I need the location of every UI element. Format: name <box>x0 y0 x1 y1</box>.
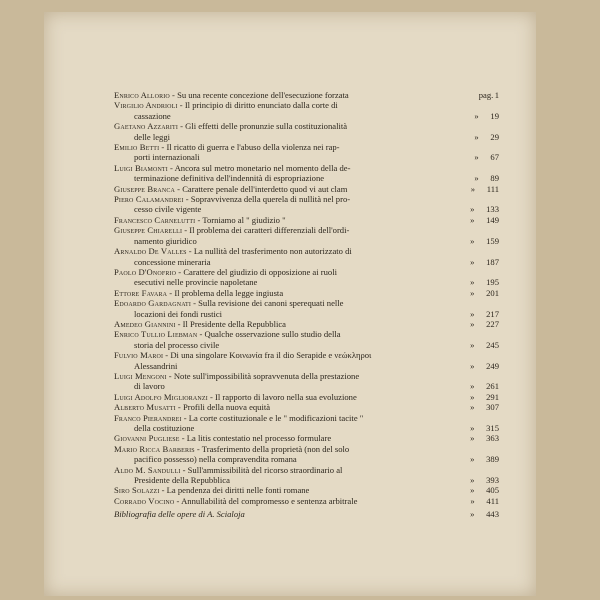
toc-separator: - <box>169 90 178 100</box>
toc-entry-line <box>114 111 499 121</box>
toc-entry <box>114 465 499 486</box>
toc-title-text: La litis contestatio nel processo formulare <box>186 433 332 444</box>
toc-separator: - <box>186 246 194 257</box>
toc-title-text: Annullabilità del compromesso e sentenza arbitrale <box>181 495 358 506</box>
toc-title-text: Il ricatto di guerra e l'abuso della violenza nei rap- <box>166 142 340 153</box>
toc-title-text: Alessandrini <box>134 360 178 371</box>
toc-page-ref <box>470 433 499 443</box>
toc-separator: - <box>175 402 183 413</box>
toc-page-number: 217 <box>486 308 499 319</box>
toc-title-text: Profili della nuova equità <box>182 402 271 413</box>
toc-entry <box>114 350 499 371</box>
toc-entry-line <box>114 402 499 412</box>
toc-entry <box>114 319 499 329</box>
toc-author: Luigi Adolfo Miglioranzi <box>114 391 208 402</box>
toc-page-ref <box>470 288 499 298</box>
toc-entry <box>114 246 499 267</box>
toc-page-number: 443 <box>486 509 499 520</box>
toc-entry-line <box>114 225 499 235</box>
toc-entry-line <box>114 444 499 454</box>
toc-page-ref <box>470 392 499 402</box>
toc-entry-line <box>114 433 499 443</box>
toc-page-number: 89 <box>490 173 499 184</box>
toc-page-number: 1 <box>494 90 499 100</box>
toc-title-text: Il problema della legge ingiusta <box>174 287 284 298</box>
toc-entry-line <box>114 350 499 360</box>
toc-page-number: 187 <box>486 256 499 267</box>
toc-page-prefix: » <box>470 509 475 520</box>
toc-page-ref <box>474 173 499 183</box>
toc-page-prefix: » <box>470 256 475 267</box>
toc-entry-line <box>114 132 499 142</box>
toc-entry-line <box>114 413 499 423</box>
toc-entry <box>114 392 499 402</box>
toc-page-number: 159 <box>486 235 499 246</box>
toc-separator: - <box>195 214 203 225</box>
toc-entry-line <box>114 465 499 475</box>
toc-bibliography-label: Bibliografia delle opere di A. Scialoja <box>114 509 245 520</box>
toc-entry-line <box>114 90 499 100</box>
toc-page-prefix: » <box>470 402 475 413</box>
toc-entry-line <box>114 163 499 173</box>
toc-separator: - <box>175 318 183 329</box>
toc-page-ref <box>470 236 499 246</box>
toc-page-prefix: » <box>470 287 475 298</box>
toc-separator: - <box>181 412 189 423</box>
toc-page-number: 389 <box>486 454 499 465</box>
toc-entry-line <box>114 194 499 204</box>
toc-page-prefix: » <box>470 318 475 329</box>
toc-author: Gaetano Azzariti <box>114 121 178 132</box>
toc-page-ref <box>471 184 499 194</box>
toc-page-ref <box>470 496 499 506</box>
toc-author: Arnaldo De Valles <box>114 246 187 257</box>
toc-author: Virgilio Andrioli <box>114 100 178 111</box>
toc-separator: - <box>163 350 171 361</box>
toc-entry-line <box>114 184 499 194</box>
toc-separator: - <box>182 225 190 236</box>
toc-page-ref <box>470 475 499 485</box>
toc-page-number: 19 <box>490 110 499 121</box>
toc-author: Enrico Allorio <box>114 90 170 100</box>
toc-entry <box>114 298 499 319</box>
toc-author: Siro Solazzi <box>114 485 160 496</box>
toc-page-number: 291 <box>486 391 499 402</box>
toc-entry-line <box>114 381 499 391</box>
toc-title-text: terminazione definitiva dell'indennità di espropriazione <box>134 173 325 184</box>
toc-title-text: La pendenza dei diritti nelle fonti romane <box>166 485 310 496</box>
toc-entry <box>114 100 499 121</box>
toc-author: Luigi Mengoni <box>114 370 167 381</box>
toc-title-text: di lavoro <box>134 381 165 392</box>
toc-title-text: Di una singolare Κοινωνία fra il dio Serapide e νεώκληροι <box>170 350 372 361</box>
toc-page-prefix: » <box>470 433 475 444</box>
toc-entry-line <box>114 267 499 277</box>
toc-title-text: Sulla revisione dei canoni sperequati nelle <box>198 298 344 309</box>
toc-entry-line <box>114 392 499 402</box>
toc-entry-line <box>114 371 499 381</box>
toc-title-text: Gli effetti delle pronunzie sulla costituzionalità <box>185 121 348 132</box>
toc-page-number: 245 <box>486 339 499 350</box>
toc-author: Giovanni Pugliese <box>114 433 180 444</box>
toc-entry <box>114 194 499 215</box>
toc-page-prefix: » <box>470 475 475 486</box>
toc-page-prefix: » <box>470 308 475 319</box>
toc-title-text: Presidente della Repubblica <box>134 475 230 486</box>
toc-page-ref <box>470 215 499 225</box>
toc-title-text: Note sull'impossibilità sopravvenuta della prestazione <box>173 370 360 381</box>
toc-page-number: 149 <box>486 214 499 225</box>
toc-page-prefix: » <box>474 152 479 163</box>
toc-title-text: cassazione <box>134 110 171 121</box>
toc-entry-line <box>114 257 499 267</box>
toc-entry <box>114 121 499 142</box>
toc-author: Mario Ricca Barberis <box>114 443 195 454</box>
toc-entry <box>114 184 499 194</box>
toc-entry <box>114 413 499 434</box>
toc-entry <box>114 288 499 298</box>
toc-separator: - <box>194 443 202 454</box>
toc-title-text: Il principio di diritto enunciato dalla corte di <box>184 100 338 111</box>
toc-author: Amedeo Giannini <box>114 318 176 329</box>
toc-entry-line <box>114 509 499 519</box>
toc-entry-line <box>114 121 499 131</box>
toc-page-ref <box>470 204 499 214</box>
toc-entry-line <box>114 277 499 287</box>
toc-separator: - <box>167 162 175 173</box>
toc-title-text: Sull'ammissibilità del ricorso straordinario al <box>187 464 343 475</box>
toc-page-prefix: » <box>474 131 479 142</box>
toc-separator: - <box>190 298 199 309</box>
toc-separator: - <box>183 194 191 205</box>
toc-page-number: 249 <box>486 360 499 371</box>
toc-title-text: Il problema dei caratteri differenziali dell'ordi- <box>189 225 350 236</box>
toc-title-text: concessione mineraria <box>134 256 211 267</box>
toc-bibliography-entry <box>114 509 499 519</box>
toc-title-text: Il rapporto di lavoro nella sua evoluzione <box>215 391 357 402</box>
toc-separator: - <box>176 266 184 277</box>
toc-title-text: namento giuridico <box>134 235 197 246</box>
toc-entry-line <box>114 309 499 319</box>
toc-page-number: 29 <box>490 131 499 142</box>
toc-page-ref <box>470 402 499 412</box>
toc-author: Corrado Vocino <box>114 495 175 506</box>
toc-page-prefix: » <box>470 391 475 402</box>
toc-page-ref <box>479 90 499 100</box>
toc-page-prefix: » <box>470 485 475 496</box>
toc-separator: - <box>178 121 186 132</box>
toc-entry-line <box>114 423 499 433</box>
toc-title-text: porti internazionali <box>134 152 200 163</box>
toc-entry <box>114 371 499 392</box>
toc-page-prefix: » <box>474 173 479 184</box>
toc-entry-line <box>114 204 499 214</box>
toc-page-number: 67 <box>490 152 499 163</box>
toc-title-text: Su una recente concezione dell'esecuzione forzata <box>177 90 349 100</box>
toc-entry <box>114 402 499 412</box>
toc-separator: - <box>175 183 183 194</box>
toc-entry-line <box>114 329 499 339</box>
toc-page-ref <box>470 309 499 319</box>
toc-separator: - <box>159 485 167 496</box>
toc-entry-line <box>114 288 499 298</box>
toc-page-number: 195 <box>486 277 499 288</box>
book-page <box>44 12 536 596</box>
toc-title-text: della costituzione <box>134 423 195 433</box>
toc-separator: - <box>179 433 187 444</box>
toc-entry <box>114 267 499 288</box>
toc-separator: - <box>207 391 216 402</box>
toc-title-text: Qualche osservazione sullo studio della <box>204 329 341 340</box>
toc-author: Alberto Musatti <box>114 402 176 413</box>
toc-page-number: 133 <box>486 204 499 215</box>
toc-page-ref <box>470 361 499 371</box>
toc-separator: - <box>167 287 175 298</box>
toc-title-text: esecutivi nelle provincie napoletane <box>134 277 258 288</box>
toc-author: Emilio Betti <box>114 142 160 153</box>
toc-page-ref <box>470 509 499 519</box>
toc-author: Giuseppe Chiarelli <box>114 225 183 236</box>
toc-entry <box>114 329 499 350</box>
toc-title-text: Sopravvivenza della querela di nullità nel pro- <box>190 194 351 205</box>
toc-page-prefix: » <box>470 277 475 288</box>
toc-author: Luigi Biamonti <box>114 162 168 173</box>
toc-entry-line <box>114 100 499 110</box>
toc-page-prefix: » <box>474 110 479 121</box>
toc-entry-line <box>114 485 499 495</box>
toc-page-ref <box>470 454 499 464</box>
toc-title-text: Carattere penale dell'interdetto quod vi aut clam <box>182 183 348 194</box>
toc-title-text: Torniamo al " giudizio " <box>202 214 286 225</box>
toc-page-prefix: » <box>470 214 475 225</box>
toc-entry <box>114 485 499 495</box>
toc-page-number: 363 <box>486 433 499 444</box>
toc-author: Enrico Tullio Liebman <box>114 329 198 340</box>
toc-entry-line <box>114 142 499 152</box>
toc-page-ref <box>474 132 499 142</box>
toc-entry-line <box>114 215 499 225</box>
toc-page-prefix: » <box>470 360 475 371</box>
toc-author: Piero Calamandrei <box>114 194 184 205</box>
toc-entry-line <box>114 475 499 485</box>
toc-page-ref <box>470 319 499 329</box>
toc-title-text: Il Presidente della Repubblica <box>182 318 286 329</box>
toc-entry-line <box>114 454 499 464</box>
toc-entry <box>114 496 499 506</box>
toc-page-ref <box>470 257 499 267</box>
toc-title-text: Trasferimento della proprietà (non del solo <box>201 443 350 454</box>
toc-title-text: La corte costituzionale e le " modificazioni tacite " <box>188 412 364 423</box>
toc-page-number: 307 <box>486 402 499 413</box>
toc-entry-line <box>114 236 499 246</box>
toc-title-text: Carattere del giudizio di opposizione ai ruoli <box>183 266 338 277</box>
toc-page-prefix: » <box>470 423 475 433</box>
toc-page-number: 111 <box>486 183 499 194</box>
toc-page-prefix: » <box>470 235 475 246</box>
toc-page-ref <box>470 277 499 287</box>
toc-page-number: 315 <box>486 423 499 433</box>
toc-title-text: storia del processo civile <box>134 339 220 350</box>
toc-entry-line <box>114 319 499 329</box>
toc-separator: - <box>180 464 188 475</box>
toc-author: Edoardo Gardagnati <box>114 298 191 309</box>
toc-entry-line <box>114 361 499 371</box>
toc-title-text: cesso civile vigente <box>134 204 202 215</box>
toc-page-prefix: » <box>470 454 475 465</box>
toc-separator: - <box>174 495 182 506</box>
toc-page-number: 411 <box>486 495 499 506</box>
toc-page-number: 393 <box>486 475 499 486</box>
toc-author: Fulvio Maroi <box>114 350 164 361</box>
toc-entry <box>114 215 499 225</box>
toc-page-prefix: » <box>470 183 476 194</box>
toc-page-prefix: » <box>470 381 475 392</box>
toc-separator: - <box>197 329 205 340</box>
toc-page-ref <box>470 423 499 433</box>
toc-page-prefix: » <box>470 339 475 350</box>
toc-title-text: Ancora sul metro monetario nel momento della de- <box>174 162 351 173</box>
toc-page-prefix: » <box>470 204 475 215</box>
toc-separator: - <box>177 100 185 111</box>
toc-author: Franco Pierandrei <box>114 412 182 423</box>
toc-entry <box>114 225 499 246</box>
toc-entry-line <box>114 340 499 350</box>
toc-page-number: 405 <box>486 485 499 496</box>
toc-separator: - <box>166 370 174 381</box>
toc-entry-line <box>114 298 499 308</box>
toc-page-ref <box>470 381 499 391</box>
table-of-contents <box>114 90 499 520</box>
toc-author: Aldo M. Sandulli <box>114 464 181 475</box>
toc-page-prefix: pag. <box>478 90 494 100</box>
toc-entry <box>114 444 499 465</box>
toc-entry-line <box>114 246 499 256</box>
toc-entry <box>114 433 499 443</box>
toc-entry <box>114 90 499 100</box>
toc-page-ref <box>470 485 499 495</box>
toc-author: Francesco Carnelutti <box>114 214 196 225</box>
toc-separator: - <box>159 142 167 153</box>
toc-page-ref <box>474 152 499 162</box>
toc-title-text: locazioni dei fondi rustici <box>134 308 223 319</box>
toc-author: Giuseppe Branca <box>114 183 176 194</box>
toc-entry-line <box>114 173 499 183</box>
toc-page-prefix: » <box>470 495 475 506</box>
toc-page-number: 227 <box>486 318 499 329</box>
toc-page-ref <box>474 111 499 121</box>
toc-title-text: delle leggi <box>134 131 171 142</box>
toc-title-text: La nullità del trasferimento non autorizzato di <box>193 246 352 257</box>
toc-entry <box>114 163 499 184</box>
toc-author: Ettore Favara <box>114 287 168 298</box>
toc-author: Paolo D'Onofrio <box>114 266 177 277</box>
toc-page-ref <box>470 340 499 350</box>
toc-entry-line <box>114 496 499 506</box>
toc-page-number: 261 <box>486 381 499 392</box>
toc-entry <box>114 142 499 163</box>
toc-entry-line <box>114 152 499 162</box>
toc-page-number: 201 <box>486 287 499 298</box>
toc-title-text: pacifico possesso) nella compravendita romana <box>134 454 297 465</box>
